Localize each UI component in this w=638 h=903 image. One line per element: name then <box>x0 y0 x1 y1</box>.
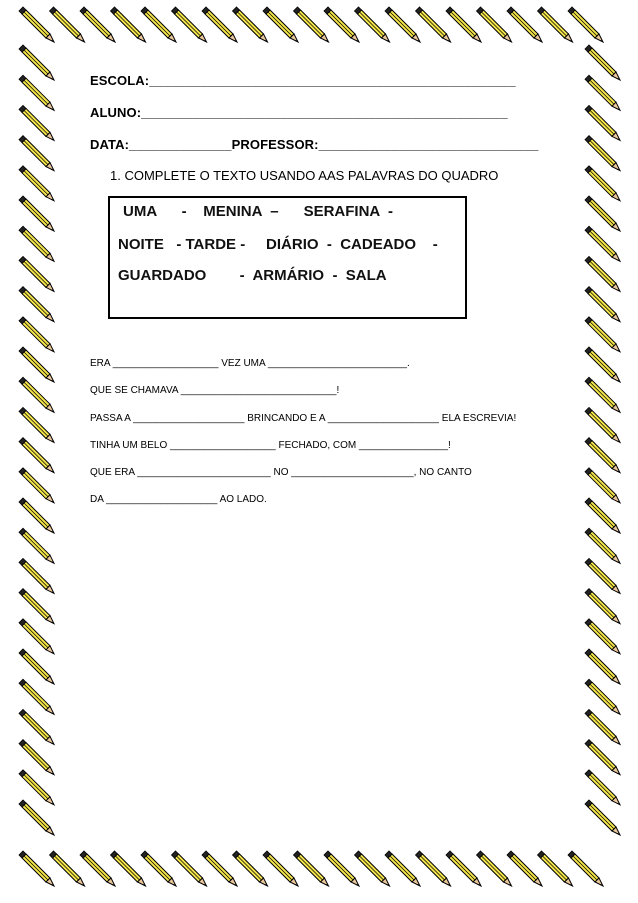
instruction-text: 1. COMPLETE O TEXTO USANDO AAS PALAVRAS DO QUADRO <box>110 168 499 183</box>
word-bank-line: GUARDADO - ARMÁRIO - SALA <box>118 267 387 284</box>
date-teacher-field[interactable]: DATA:______________PROFESSOR:______________________________ <box>90 137 539 152</box>
pencil-icon <box>19 438 54 473</box>
pencil-icon <box>233 7 268 42</box>
pencil-icon <box>19 558 54 593</box>
pencil-icon <box>446 851 481 886</box>
fill-in-line[interactable]: PASSA A ____________________ BRINCANDO E A ____________________ ELA ESCREVIA! <box>90 413 517 424</box>
pencil-icon <box>585 800 620 835</box>
pencil-icon <box>538 7 573 42</box>
pencil-icon <box>355 851 390 886</box>
pencil-icon <box>172 851 207 886</box>
pencil-icon <box>585 740 620 775</box>
pencil-icon <box>585 377 620 412</box>
pencil-icon <box>141 851 176 886</box>
pencil-icon <box>263 7 298 42</box>
pencil-icon <box>324 7 359 42</box>
pencil-icon <box>585 649 620 684</box>
pencil-icon <box>19 528 54 563</box>
pencil-icon <box>585 468 620 503</box>
pencil-icon <box>19 45 54 80</box>
pencil-icon <box>19 679 54 714</box>
fill-in-line[interactable]: QUE SE CHAMAVA ____________________________! <box>90 385 340 396</box>
student-field[interactable]: ALUNO:__________________________________________________ <box>90 105 508 120</box>
school-field[interactable]: ESCOLA:__________________________________________________ <box>90 73 516 88</box>
pencil-icon <box>585 498 620 533</box>
pencil-icon <box>585 196 620 231</box>
pencil-icon <box>585 75 620 110</box>
fill-in-line[interactable]: TINHA UM BELO ___________________ FECHADO, COM ________________! <box>90 440 451 451</box>
pencil-icon <box>507 7 542 42</box>
pencil-icon <box>477 851 512 886</box>
pencil-icon <box>50 7 85 42</box>
pencil-icon <box>19 619 54 654</box>
pencil-icon <box>19 740 54 775</box>
pencil-icon <box>19 75 54 110</box>
pencil-icon <box>19 498 54 533</box>
pencil-icon <box>19 377 54 412</box>
pencil-icon <box>385 7 420 42</box>
fill-in-line[interactable]: DA ____________________ AO LADO. <box>90 494 267 505</box>
pencil-icon <box>19 317 54 352</box>
pencil-icon <box>324 851 359 886</box>
pencil-icon <box>19 7 54 42</box>
pencil-icon <box>585 709 620 744</box>
pencil-icon <box>19 166 54 201</box>
pencil-icon <box>585 438 620 473</box>
pencil-icon <box>585 619 620 654</box>
pencil-icon <box>80 851 115 886</box>
pencil-icon <box>585 528 620 563</box>
pencil-icon <box>568 851 603 886</box>
pencil-icon <box>19 136 54 171</box>
pencil-icon <box>233 851 268 886</box>
fill-in-line[interactable]: ERA ___________________ VEZ UMA _________________________. <box>90 358 410 369</box>
pencil-icon <box>585 45 620 80</box>
pencil-icon <box>355 7 390 42</box>
pencil-icon <box>585 136 620 171</box>
pencil-icon <box>585 589 620 624</box>
pencil-icon <box>19 589 54 624</box>
pencil-icon <box>585 256 620 291</box>
pencil-icon <box>19 770 54 805</box>
pencil-icon <box>19 468 54 503</box>
pencil-icon <box>263 851 298 886</box>
pencil-icon <box>538 851 573 886</box>
pencil-icon <box>202 7 237 42</box>
pencil-icon <box>141 7 176 42</box>
pencil-icon <box>416 851 451 886</box>
pencil-icon <box>585 166 620 201</box>
word-bank-line: NOITE - TARDE - DIÁRIO - CADEADO - <box>118 236 438 253</box>
pencil-icon <box>80 7 115 42</box>
pencil-icon <box>585 558 620 593</box>
pencil-icon <box>19 851 54 886</box>
pencil-icon <box>585 226 620 261</box>
pencil-icon <box>585 770 620 805</box>
pencil-icon <box>19 256 54 291</box>
pencil-icon <box>568 7 603 42</box>
pencil-icon <box>19 407 54 442</box>
pencil-icon <box>202 851 237 886</box>
pencil-icon <box>19 800 54 835</box>
pencil-icon <box>585 317 620 352</box>
pencil-icon <box>294 7 329 42</box>
word-bank-line: UMA - MENINA – SERAFINA - <box>123 203 394 220</box>
pencil-icon <box>111 851 146 886</box>
pencil-icon <box>19 226 54 261</box>
pencil-icon <box>172 7 207 42</box>
pencil-icon <box>19 649 54 684</box>
pencil-icon <box>507 851 542 886</box>
pencil-icon <box>585 347 620 382</box>
pencil-icon <box>385 851 420 886</box>
pencil-icon <box>19 105 54 140</box>
pencil-icon <box>19 287 54 322</box>
pencil-icon <box>294 851 329 886</box>
pencil-icon <box>585 105 620 140</box>
pencil-icon <box>585 679 620 714</box>
pencil-icon <box>111 7 146 42</box>
fill-in-line[interactable]: QUE ERA ________________________ NO ______________________, NO CANTO <box>90 467 472 478</box>
pencil-icon <box>19 196 54 231</box>
pencil-icon <box>19 347 54 382</box>
pencil-icon <box>477 7 512 42</box>
pencil-icon <box>585 287 620 322</box>
pencil-icon <box>50 851 85 886</box>
pencil-icon <box>585 407 620 442</box>
pencil-icon <box>446 7 481 42</box>
pencil-icon <box>19 709 54 744</box>
pencil-icon <box>416 7 451 42</box>
